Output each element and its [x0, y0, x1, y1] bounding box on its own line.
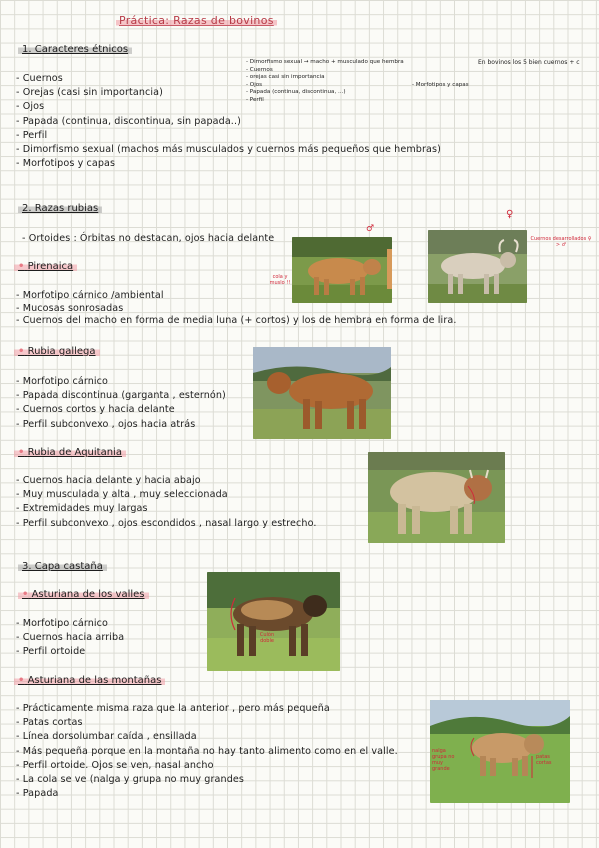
- subheading-text: Asturiana de las montañas: [27, 675, 162, 686]
- anno-patas-cortas: patas cortas: [536, 754, 552, 766]
- anno-female-symbol: ♀: [506, 209, 514, 220]
- bullet-dot: •: [18, 261, 25, 272]
- subheading-text: Rubia gallega: [27, 346, 96, 357]
- list-item-text: - Morfotipos y capas: [16, 158, 116, 170]
- list-item: - Cuernos cortos y hacia delante: [16, 404, 175, 416]
- list-item: - Cuernos del macho en forma de media luna (+ cortos) y los de hembra en forma de lira.: [16, 315, 457, 327]
- list-item: - Papada discontinua (garganta , esternón): [16, 390, 226, 402]
- rubia-aquitania-list: [16, 474, 317, 531]
- subheading-asturiana-montanas: [14, 675, 165, 686]
- list-item: - Perfil subconvexo , ojos escondidos , nasal largo y estrecho.: [16, 517, 317, 529]
- asturiana-valles-list: [16, 617, 124, 660]
- list-item: - Perfil: [16, 129, 48, 141]
- sidenote-right: En bovinos los 5 bien cuernos + c: [478, 59, 580, 66]
- list-item: - Orejas (casi sin importancia): [16, 87, 163, 99]
- subheading-text: Rubia de Aquitania: [27, 447, 122, 458]
- list-item: - Perfil ortoide: [16, 646, 86, 658]
- list-item: - Perfil subconvexo , ojos hacia atrás: [16, 418, 196, 430]
- bullet-dot: •: [18, 447, 25, 458]
- asturiana-montanas-list: [16, 702, 398, 801]
- list-item: [16, 157, 441, 171]
- list-item: - Mucosas sonrosadas: [16, 303, 124, 315]
- sidenote-line: - Dimorfismo sexual → macho + musculado que hembra: [246, 59, 404, 65]
- anno-cola-muslo: cola y muslo !!: [269, 274, 291, 286]
- section-heading-rubias: 2. Razas rubias: [18, 203, 102, 214]
- subheading-pirenaica: [14, 261, 77, 272]
- list-item: - Extremidades muy largas: [16, 503, 148, 515]
- page-title: Práctica: Razas de bovinos: [116, 14, 277, 27]
- list-item: - Más pequeña porque en la montaña no hay tanto alimento como en el valle.: [16, 745, 398, 757]
- subheading-text: Asturiana de los valles: [31, 589, 145, 600]
- list-item: - Dimorfismo sexual (machos más musculados y cuernos más pequeños que hembras): [16, 144, 441, 156]
- subheading-text: Pirenaica: [27, 261, 74, 272]
- anno-cuernos: Cuernos desarrollados ♀ > ♂: [530, 236, 592, 248]
- bullet-dot: •: [18, 675, 25, 686]
- list-item: - Morfotipo cárnico: [16, 376, 109, 387]
- list-item: - Patas cortas: [16, 717, 83, 729]
- section1-sidenote: [246, 59, 404, 105]
- bullet-dot: •: [22, 589, 29, 600]
- rubia-gallega-list: [16, 375, 226, 432]
- photo-rubia-gallega: [253, 347, 391, 439]
- list-item: - La cola se ve (nalga y grupa no muy grandes: [16, 774, 244, 786]
- list-item: - Cuernos: [16, 73, 63, 84]
- list-item: - Prácticamente misma raza que la anterior , pero más pequeña: [16, 703, 330, 714]
- photo-rubia-aquitania: [368, 452, 505, 543]
- section-heading-caracteres: 1. Caracteres étnicos: [18, 44, 132, 55]
- subheading-rubia-aquitania: [14, 447, 126, 458]
- list-item: - Papada (continua, discontinua, sin papada..): [16, 115, 241, 127]
- list-item: - Perfil ortoide. Ojos se ven, nasal ancho: [16, 759, 214, 771]
- list-item: - Cuernos hacia arriba: [16, 632, 125, 644]
- sidenote-line: - Cuernos: [246, 66, 273, 73]
- photo-asturiana-valles: [207, 572, 340, 671]
- anno-male-symbol: ♂: [366, 224, 375, 234]
- list-item: - Cuernos hacia delante y hacia abajo: [16, 475, 201, 486]
- sidenote-morfotipos: - Morfotipos y capas: [412, 82, 469, 88]
- photo-pirenaica-cow: [428, 230, 527, 303]
- list-item: - Morfotipo cárnico /ambiental: [16, 290, 164, 301]
- list-item: - Línea dorsolumbar caída , ensillada: [16, 731, 197, 743]
- subheading-asturiana-valles: [18, 589, 149, 600]
- ortoides-note: - Ortoides : Órbitas no destacan, ojos hacia delante: [22, 233, 275, 244]
- bullet-dot: •: [18, 346, 25, 357]
- anno-nalga-grupa: nalga grupa no muy grande: [432, 748, 455, 772]
- subheading-rubia-gallega: [14, 346, 100, 357]
- list-item: - Morfotipo cárnico: [16, 618, 109, 629]
- section-heading-castana: 3. Capa castaña: [18, 561, 107, 572]
- list-item: - Ojos: [16, 101, 45, 113]
- list-item: - Papada: [16, 788, 59, 800]
- anno-culon-doble: Culón doble: [259, 632, 275, 644]
- photo-pirenaica-bull: [292, 237, 392, 303]
- sidenote-line: - Ojos: [246, 81, 263, 88]
- sidenote-line: - Papada (continua, discontinua, ...): [246, 89, 346, 96]
- list-item: - Muy musculada y alta , muy seleccionada: [16, 489, 228, 501]
- sidenote-line: - Perfil: [246, 96, 264, 103]
- sidenote-line: - orejas casi sin importancia: [246, 74, 325, 81]
